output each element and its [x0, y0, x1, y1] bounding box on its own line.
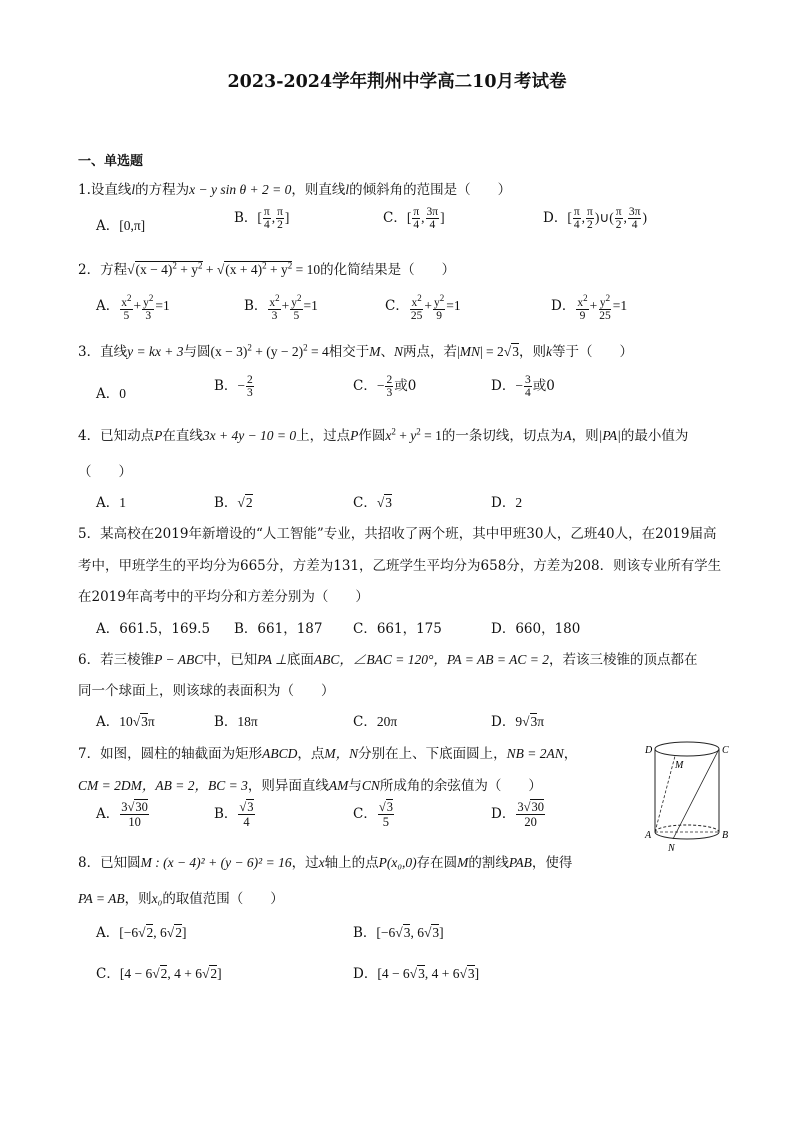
option-value: $\frac{3√30}{10}$ — [121, 800, 148, 829]
q8-text: ，则 — [124, 891, 152, 907]
q4-text: 的一条切线，切点为 — [441, 428, 564, 444]
q7-text: ，点 — [297, 746, 325, 762]
option-label: A． — [96, 495, 120, 511]
q7-rectangle: ABCD — [262, 746, 298, 761]
option-value: 1 — [119, 495, 126, 510]
q6-pyramid: P − ABC — [154, 652, 204, 667]
q6-text: ，若该三棱锥的顶点都在 — [548, 652, 698, 668]
option-label: D． — [543, 210, 568, 226]
option-value: $\frac{x^2}{3}$ + $\frac{y^2}{5}$ =1 — [269, 293, 318, 322]
q4-circle-equation: $x^2 + y^2 = 1$ — [385, 426, 442, 443]
label-n: N — [668, 843, 675, 854]
q7-option-c[interactable] — [353, 800, 395, 829]
option-value: 2 — [515, 495, 523, 510]
q1-text: 的方程为 — [135, 182, 190, 198]
label-d: D — [645, 745, 653, 756]
q4-option-c[interactable] — [353, 491, 392, 511]
question-5-line-2: 考中，甲班学生的平均分为665分，方差为131，乙班学生平均分为658分，方差为208．则该专业所有学生 — [78, 558, 722, 574]
q7-text: 与 — [348, 778, 362, 794]
q6-lengths: ，PA = AB = AC = 2 — [433, 652, 549, 667]
option-value: [4 − 6√2, 4 + 6√2] — [119, 966, 222, 981]
q2-text: 的化简结果是（ ） — [320, 262, 456, 278]
q3-text: ，则 — [518, 344, 546, 360]
q3-line-equation: y = kx + 3 — [127, 344, 184, 359]
q7-option-d[interactable] — [491, 800, 546, 829]
q7-arc-condition: CM = 2DM — [78, 778, 142, 793]
q5-option-d[interactable]: D．660，180 — [491, 621, 581, 637]
q2-text: 2．方程 — [78, 262, 128, 278]
q4-line-equation: 3x + 4y − 10 = 0 — [202, 428, 297, 443]
q8-text: ，过 — [291, 855, 319, 871]
q2-equation: $√(x - 4)^2 + y^2 + √(x + 4)^2 + y^2 = 10$ — [127, 260, 321, 277]
option-label: D． — [551, 298, 576, 314]
option-value: √3 — [376, 495, 393, 510]
question-7-stem: 7．如图，圆柱的轴截面为矩形ABCD，点M，N分别在上、下底面圆上，NB = 2AN， — [78, 746, 578, 762]
q3-text: 、 — [380, 344, 394, 360]
option-label: D． — [353, 966, 378, 982]
q7-text: ，则异面直线 — [247, 778, 329, 794]
option-value: 20π — [376, 714, 398, 729]
q3-text: 与圆 — [183, 344, 211, 360]
option-label: B． — [214, 378, 238, 394]
question-6-stem — [78, 648, 697, 668]
option-value: $\frac{x^2}{9}$ + $\frac{y^2}{25}$ =1 — [577, 293, 628, 322]
q7-points: M，N — [324, 746, 359, 761]
question-6-line-2: 同一个球面上，则该球的表面积为（ ） — [78, 683, 335, 699]
question-5-line-3: 在2019年高考中的平均分和方差分别为（ ） — [78, 589, 369, 605]
cylinder-figure — [640, 738, 740, 856]
page-title: 2023-2024学年荆州中学高二10月考试卷 — [227, 72, 567, 92]
label-c: C — [722, 745, 729, 756]
question-1-stem — [78, 178, 511, 198]
q3-var-k: k — [545, 344, 552, 359]
option-suffix: 或0 — [532, 378, 555, 394]
q8-text: ，使得 — [531, 855, 573, 871]
q4-text: 的最小值为 — [620, 428, 689, 444]
q3-circle-equation: $(x - 3)^2 + (y - 2)^2 = 4$ — [210, 342, 329, 359]
option-label: C． — [353, 714, 377, 730]
option-label: B． — [244, 298, 268, 314]
q1-option-c[interactable] — [383, 206, 445, 231]
question-4-stem — [78, 424, 688, 444]
bottom-base-front — [655, 832, 719, 839]
q4-text: ，则 — [571, 428, 599, 444]
q3-text: 等于（ ） — [551, 344, 633, 360]
q4-option-d[interactable] — [491, 491, 522, 511]
option-label: D． — [491, 714, 516, 730]
option-value: 18π — [237, 714, 258, 729]
q6-option-d[interactable] — [491, 710, 544, 730]
option-value: [0,π] — [119, 218, 146, 233]
q1-text: 1.设直线 — [78, 182, 132, 198]
q8-text: 存在圆 — [416, 855, 458, 871]
q7-line: AM — [328, 778, 349, 793]
option-label: A． — [96, 714, 120, 730]
q6-perpendicular: PA ⊥ — [257, 652, 287, 667]
question-8-stem: 8．已知圆M : (x − 4)² + (y − 6)² = 16，过x轴上的点P(x₀,0)存在圆M的割线PAB，使得 — [78, 855, 573, 871]
option-label: A． — [96, 218, 120, 234]
q3-text: 相交于 — [328, 344, 370, 360]
question-3-stem — [78, 340, 633, 360]
q5-option-a[interactable]: A．661.5，169.5 — [96, 621, 211, 637]
option-label: C． — [96, 966, 120, 982]
option-value: [4 − 6√3, 4 + 6√3] — [377, 966, 480, 981]
q1-option-d[interactable] — [543, 206, 647, 231]
q6-angle: ，∠BAC = 120° — [339, 652, 434, 667]
q5-option-c[interactable]: C．661，175 — [353, 621, 442, 637]
option-label: B． — [353, 925, 377, 941]
q7-arc-condition: NB = 2AN — [506, 746, 564, 761]
label-b: B — [722, 830, 729, 841]
option-label: B． — [214, 714, 238, 730]
q4-point: P — [154, 428, 163, 443]
q4-text: 4．已知动点 — [78, 428, 155, 444]
option-value: [ $\frac{\pi}{4}$ , $\frac{\pi}{2}$ ] — [257, 206, 290, 232]
option-value: 9√3π — [515, 714, 545, 729]
option-value: 0 — [119, 386, 126, 401]
q1-text: 的倾斜角的范围是（ ） — [349, 182, 512, 198]
option-label: C． — [353, 806, 377, 822]
q2-option-d[interactable] — [551, 292, 627, 322]
question-5-line-1: 5．某高校在2019年新增设的“人工智能”专业，共招收了两个班，其中甲班30人，乙班40人，在2019届高 — [78, 526, 717, 542]
q1-option-b[interactable] — [234, 206, 289, 231]
q2-option-b[interactable] — [244, 292, 318, 322]
q1-var-l: l — [345, 182, 350, 197]
q6-text: 底面 — [286, 652, 314, 668]
option-value: $\frac{√3}{4}$ — [239, 800, 254, 829]
option-value: $\frac{x^2}{5}$ + $\frac{y^2}{3}$ =1 — [121, 293, 170, 322]
q1-option-a[interactable] — [96, 214, 145, 234]
q4-text: 在直线 — [162, 428, 203, 444]
q8-circle-equation: M : (x − 4)² + (y − 6)² = 16 — [140, 855, 292, 870]
q7-option-a[interactable] — [96, 800, 150, 829]
q3-option-d[interactable] — [491, 374, 555, 399]
option-value: √2 — [237, 495, 253, 510]
q5-option-b[interactable]: B．661，187 — [234, 621, 323, 637]
q3-option-a[interactable] — [96, 382, 126, 402]
q3-option-b[interactable] — [214, 374, 255, 399]
question-8-line-2 — [78, 887, 284, 907]
q3-text: 3．直线 — [78, 344, 128, 360]
q8-point: P(x₀,0) — [378, 855, 417, 870]
question-7-line-2 — [78, 774, 542, 794]
label-m: M — [675, 760, 684, 771]
section-heading: 一、单选题 — [78, 154, 144, 169]
option-label: D． — [491, 495, 516, 511]
q6-option-a[interactable] — [96, 710, 155, 730]
q3-text: 两点，若 — [403, 344, 458, 360]
option-label: A． — [96, 925, 120, 941]
q4-text: 上，过点 — [296, 428, 351, 444]
q8-text: 轴上的点 — [324, 855, 379, 871]
option-label: C． — [383, 210, 407, 226]
question-2-stem — [78, 258, 455, 278]
q7-text: 分别在上、下底面圆上， — [358, 746, 507, 762]
option-value: [−6√2, 6√2] — [119, 925, 187, 940]
option-label: B． — [214, 806, 238, 822]
q8-option-a[interactable] — [96, 921, 186, 941]
q8-option-c[interactable] — [96, 962, 222, 982]
q4-option-a[interactable] — [96, 491, 126, 511]
option-label: A． — [96, 298, 120, 314]
q3-length-condition: |MN| = 2√3 — [457, 344, 519, 359]
q7-text: 所成角的余弦值为（ ） — [379, 778, 542, 794]
q3-point: M — [369, 344, 381, 359]
option-value: − $\frac{2}{3}$ — [237, 374, 253, 400]
q6-base: ABC — [313, 652, 340, 667]
q6-text: 6．若三棱锥 — [78, 652, 155, 668]
q7-line: CN — [361, 778, 380, 793]
label-a: A — [645, 830, 652, 841]
q3-option-c[interactable] — [353, 374, 416, 399]
q8-option-d[interactable] — [353, 962, 479, 982]
q4-paren: （ ） — [78, 464, 132, 480]
q7-lengths: ，AB = 2，BC = 3 — [141, 778, 248, 793]
option-value: 10√3π — [119, 714, 155, 729]
q8-option-b[interactable] — [353, 921, 444, 941]
option-label: C． — [353, 378, 377, 394]
q1-text: ，则直线 — [291, 182, 346, 198]
option-label: A． — [96, 386, 120, 402]
option-value: − $\frac{2}{3}$ — [376, 374, 393, 400]
q6-option-b[interactable] — [214, 710, 258, 730]
q1-var-l: l — [131, 182, 136, 197]
q2-option-c[interactable] — [385, 292, 461, 322]
q4-length: |PA| — [598, 428, 621, 443]
q8-text: 的割线 — [468, 855, 509, 871]
option-label: D． — [491, 378, 516, 394]
option-label: A． — [96, 806, 120, 822]
option-value: [ $\frac{\pi}{4}$ , $\frac{3\pi}{4}$ ] — [406, 206, 445, 232]
q4-text: 作圆 — [358, 428, 386, 444]
option-value: − $\frac{3}{4}$ — [515, 374, 531, 400]
q8-secant: PAB — [508, 855, 532, 870]
q7-text: 7．如图，圆柱的轴截面为矩形 — [78, 746, 263, 762]
q1-equation: x − y sin θ + 2 = 0 — [189, 182, 292, 197]
q4-point: A — [563, 428, 572, 443]
top-base-circle — [655, 742, 719, 756]
option-suffix: 或0 — [394, 378, 417, 394]
q8-condition: PA = AB — [78, 891, 125, 906]
q8-text: 8．已知圆 — [78, 855, 141, 871]
q6-text: 中，已知 — [203, 652, 258, 668]
option-label: B． — [214, 495, 238, 511]
option-label: B． — [234, 210, 258, 226]
option-value: [ $\frac{\pi}{4}$ , $\frac{\pi}{2}$ )∪( $\frac{\pi}{2}$ , $\frac{3\pi}{4}$ ) — [567, 206, 647, 232]
q4-point: P — [350, 428, 359, 443]
q6-option-c[interactable] — [353, 710, 397, 730]
q8-variable: x₀ — [151, 891, 163, 906]
q2-option-a[interactable] — [96, 292, 170, 322]
q3-point: N — [394, 344, 404, 359]
option-label: D． — [491, 806, 516, 822]
option-value: $\frac{√3}{5}$ — [378, 800, 393, 829]
option-value: [−6√3, 6√3] — [376, 925, 444, 940]
option-value: $\frac{3√30}{20}$ — [517, 800, 544, 829]
option-value: $\frac{x^2}{25}$ + $\frac{y^2}{9}$ =1 — [410, 293, 461, 322]
segment-am — [655, 756, 675, 832]
option-label: C． — [385, 298, 409, 314]
q4-option-b[interactable] — [214, 491, 253, 511]
q8-axis: x — [318, 855, 325, 870]
bottom-base-back — [655, 825, 719, 832]
option-label: C． — [353, 495, 377, 511]
q8-text: 的取值范围（ ） — [162, 891, 284, 907]
q7-option-b[interactable] — [214, 800, 256, 829]
